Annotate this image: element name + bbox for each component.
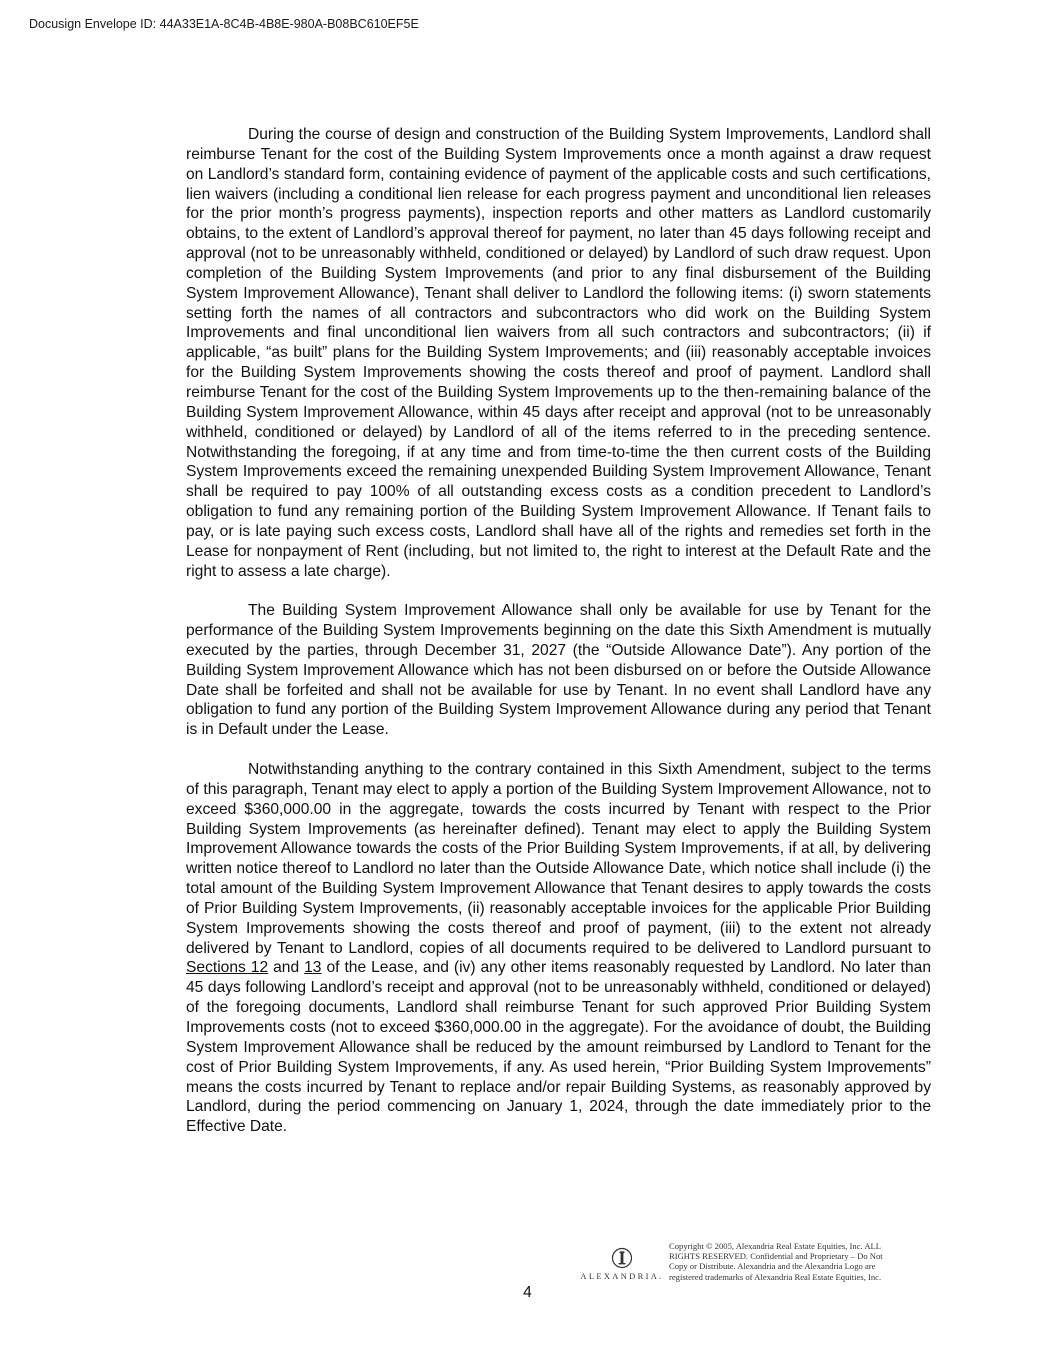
paragraph-prior-improvements [186, 760, 931, 1137]
sections-12-reference: Sections 12 [186, 959, 269, 977]
envelope-id: Docusign Envelope ID: 44A33E1A-8C4B-4B8E-980A-B08BC610EF5E [29, 17, 419, 31]
paragraph-outside-allowance-date: The Building System Improvement Allowance shall only be available for use by Tenant for the performance of the Building System Improvements beginning on the date this Sixth Amendment is mutually executed by the parties, through December 31, 2027 (the “Outside Allowance Date”). Any portion of the Building System Improvement Allowance which has not been disbursed on or before the Outside Allowance Date shall be forfeited and shall not be available for use by Tenant. In no event shall Landlord have any obligation to fund any portion of the Building System Improvement Allowance during any period that Tenant is in Default under the Lease. [186, 602, 931, 739]
lighthouse-icon [611, 1247, 633, 1269]
alexandria-logo [580, 1247, 664, 1281]
page-number: 4 [523, 1284, 532, 1301]
paragraph-text-segment: of the Lease, and (iv) any other items reasonably requested by Landlord. No later than 45 days following Landlord’s receipt and approval (not to be unreasonably withheld, conditioned or delayed) of the foregoing documents, Landlord shall reimburse Tenant for such approved Prior Building System Improvements costs (not to exceed $360,000.00 in the aggregate). For the avoidance of doubt, the Building System Improvement Allowance shall be reduced by the amount reimbursed by Landlord to Tenant for the cost of Prior Building System Improvements, if any. As used herein, “Prior Building System Improvements” means the costs incurred by Tenant to replace and/or repair Building Systems, as reasonably approved by Landlord, during the period commencing on January 1, 2024, through the date immediately prior to the Effective Date. [186, 959, 931, 1136]
copyright-notice [669, 1241, 929, 1282]
paragraph-draw-requests: During the course of design and construction of the Building System Improvements, Landlord shall reimburse Tenant for the cost of the Building System Improvements once a month against a draw request on Landlord’s standard form, containing evidence of payment of the applicable costs and such certifications, lien waivers (including a conditional lien release for each progress payment and unconditional lien releases for the prior month’s progress payments), inspection reports and other matters as Landlord customarily obtains, to the extent of Landlord’s approval thereof for payment, no later than 45 days following receipt and approval (not to be unreasonably withheld, conditioned or delayed) by Landlord of such draw request. Upon completion of the Building System Improvements (and prior to any final disbursement of the Building System Improvement Allowance), Tenant shall deliver to Landlord the following items: (i) sworn statements setting forth the names of all contractors and subcontractors who did work on the Building System Improvements and final unconditional lien waivers from all such contractors and subcontractors; (ii) if applicable, “as built” plans for the Building System Improvements; and (iii) reasonably acceptable invoices for the Building System Improvements showing the costs thereof and proof of payment. Landlord shall reimburse Tenant for the cost of the Building System Improvements up to the then-remaining balance of the Building System Improvement Allowance, within 45 days after receipt and approval (not to be unreasonably withheld, conditioned or delayed) by Landlord of all of the items referred to in the preceding sentence. Notwithstanding the foregoing, if at any time and from time-to-time the then current costs of the Building System Improvements exceed the remaining unexpended Building System Improvement Allowance, Tenant shall be required to pay 100% of all outstanding excess costs as a condition precedent to Landlord’s obligation to fund any remaining portion of the Building System Improvement Allowance. If Tenant fails to pay, or is late paying such excess costs, Landlord shall have all of the rights and remedies set forth in the Lease for nonpayment of Rent (including, but not limited to, the right to interest at the Default Rate and the right to assess a late charge). [186, 126, 931, 580]
copyright-line: RIGHTS RESERVED. Confidential and Proprietary – Do Not [669, 1251, 883, 1262]
paragraph-text-segment: Notwithstanding anything to the contrary contained in this Sixth Amendment, subject to the terms of this paragraph, Tenant may elect to apply a portion of the Building System Improvement Allowance, not to exceed $360,000.00 in the aggregate, towards the costs incurred by Tenant with respect to the Prior Building System Improvements (as hereinafter defined). Tenant may elect to apply the Building System Improvement Allowance towards the costs of the Prior Building System Improvements, if at all, by delivering written notice thereof to Landlord no later than the Outside Allowance Date, which notice shall include (i) the total amount of the Building System Improvement Allowance that Tenant desires to apply towards the costs of Prior Building System Improvements, (ii) reasonably acceptable invoices for the applicable Prior Building System Improvements showing the costs thereof and proof of payment, (iii) to the extent not already delivered by Tenant to Landlord, copies of all documents required to be delivered to Landlord pursuant to [186, 761, 931, 957]
document-body [186, 125, 931, 1137]
logo-wordmark: ALEXANDRIA. [580, 1271, 664, 1281]
copyright-line: Copyright © 2005, Alexandria Real Estate Equities, Inc. ALL [669, 1241, 882, 1251]
copyright-line: Copy or Distribute. Alexandria and the Alexandria Logo are [669, 1261, 876, 1272]
copyright-line: registered trademarks of Alexandria Real Estate Equities, Inc. [669, 1271, 882, 1282]
paragraph-text-segment: and [268, 959, 305, 977]
section-13-reference: 13 [304, 959, 322, 977]
